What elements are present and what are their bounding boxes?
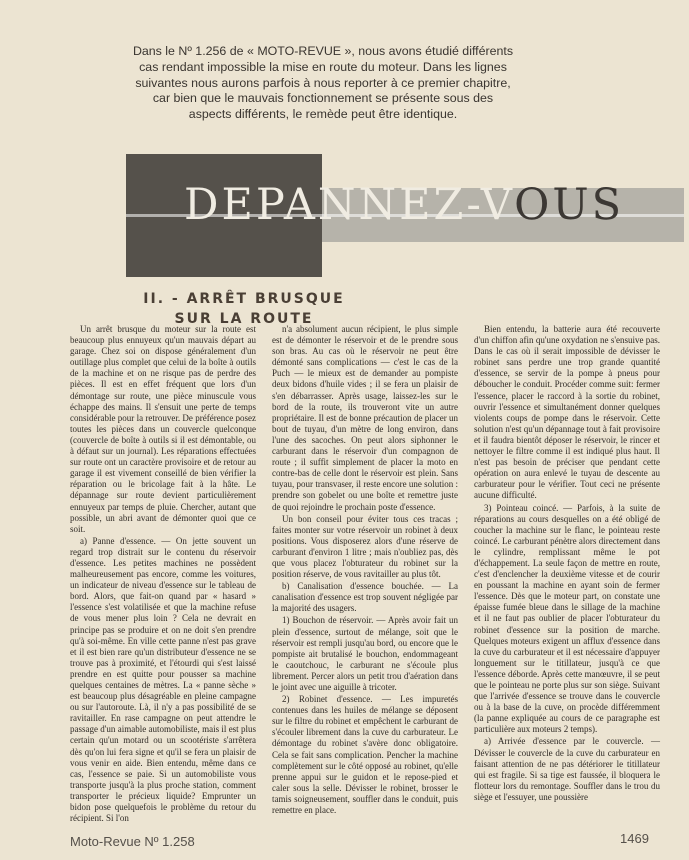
column-3	[474, 324, 660, 812]
title-light-part: DEPANNEZ-V	[184, 180, 515, 230]
section-heading	[134, 289, 354, 329]
paragraph: 1) Bouchon de réservoir. — Après avoir fait un plein d'essence, surtout de mélange, soit que le réservoir est rempli jusqu'au bord, ou encore que le pompiste ait brutalisé le bouchon, endommageant le caoutchouc, le carburant ne s'écoule plus librement. Percer alors un petit trou d'aération dans le joint avec une aiguille à tricoter.	[272, 615, 458, 692]
title-banner	[126, 154, 684, 277]
paragraph: 3) Pointeau coincé. — Parfois, à la suite de réparations au cours desquelles on a été obligé de coucher la machine sur le flanc, le pointeau reste coincé. Le carburant pénètre alors directement dans le cylindre, remplissant même le pot d'échappement. La seule façon de mettre en route, c'est d'enclencher la deuxième vitesse et de courir en poussant la machine en ayant soin de fermer l'essence. Dès que le moteur part, on constate une épaisse fumée bleue dans le sillage de la machine et il ne faut pas oublier de placer l'obturateur du robinet d'essence sur la position de marche. Quelques moteurs exigent un afflux d'essence dans la cuve du carburateur et il est nécessaire d'appuyer longuement sur le titillateur, jusqu'à ce que l'essence déborde. Après cette manœuvre, il se peut que le pointeau ne porte plus sur son siège. Suivant que l'arrivée d'essence se trouve dans le couvercle ou à la base de la cuve, on procède différemment (la panne expliquée au cours de ce paragraphe est particulière aux moteurs 2 temps).	[474, 502, 660, 735]
paragraph: 2) Robinet d'essence. — Les impuretés contenues dans les huiles de mélange se déposent sur le filtre du robinet et empêchent le carburant de s'écouler librement dans la cuve du carburateur. Le démontage du robinet s'avère donc obligatoire. Cela se fait sans complication. Pencher la machine complètement sur le côté opposé au robinet, qu'elle prenne appui sur le guidon et le repose-pied et caler sous la selle. Dévisser le robinet, brosser le tamis soigneusement, souffler dans le conduit, puis remettre en place.	[272, 694, 458, 816]
paragraph: n'a absolument aucun récipient, le plus simple est de démonter le réservoir et de le prendre sous son bras. Au cas où le réservoir ne peut être démonté sans complications — c'est le cas de la Puch — le mieux est de demander au pompiste deux bidons d'huile vides ; il se fera un plaisir de s'en débarrasser. Après usage, laissez-les sur le bord de la route, ils trouveront vite un autre propriétaire. Il est de bonne précaution de placer un bout de tuyau, d'un mètre de long environ, dans l'une des sacoches. On peut alors siphonner le carburant dans le réservoir d'un compagnon de route ; il suffit simplement de placer la moto en contre-bas de celle dont le réservoir est plein. Sans tuyau, pour transvaser, il reste encore une solution : prendre son gobelet ou une boîte et remettre juste de quoi rejoindre le prochain poste d'essence.	[272, 324, 458, 512]
article-body	[70, 324, 660, 824]
section-heading-line-1: II. - ARRÊT BRUSQUE	[143, 291, 345, 307]
paragraph: Un arrêt brusque du moteur sur la route est beaucoup plus ennuyeux qu'un mauvais départ au garage. Chez soi on dispose généralement d'un outillage plus complet que celui de la boîte à outils de la machine et on ne risque pas de perdre des pièces. Il est en effet fréquent que lors d'un démontage sur route, une pièce minuscule vous échappe des mains. Il s'ensuit une perte de temps considérable pour la retrouver. De préférence posez toutes les pièces dans un couvercle quelconque (couvercle de boîte à outils si il est démontable, ou à défaut sur un journal). Les réparations effectuées sur route ont un caractère provisoire et de retour au garage il est vivement conseillé de bien vérifier la réparation ou le bricolage fait à la hâte. Le dépannage sur route devient particulièrement ennuyeux par temps de pluie. Chercher, autant que possible, un abri avant de démonter quoi que ce soit.	[70, 324, 256, 534]
article-title	[184, 180, 684, 230]
paragraph: b) Canalisation d'essence bouchée. — La canalisation d'essence est trop souvent négligée par la majorité des usagers.	[272, 581, 458, 614]
column-2	[272, 324, 458, 816]
magazine-issue: Moto-Revue Nº 1.258	[70, 834, 195, 849]
page-number: 1469	[620, 831, 649, 846]
intro-paragraph: Dans le Nº 1.256 de « MOTO-REVUE », nous avons étudié différents cas rendant impossible la mise en route du moteur. Dans les lignes suivantes nous aurons parfois à nous reporter à ce premier chapitre, car bien que le mauvais fonctionnement se présente sous des aspects différents, le remède peut être identique.	[132, 44, 514, 122]
paragraph: Bien entendu, la batterie aura été recouverte d'un chiffon afin qu'une oxydation ne s'ensuive pas. Dans le cas où il serait impossible de dévisser le robinet sans perdre une trop grande quantité d'essence, se servir de la pompe à pneus pour déboucher le conduit. Procéder comme suit: fermer l'essence, placer le raccord à la sortie du robinet, ouvrir l'essence et simultanément donner quelques violents coups de pompe dans le réservoir. Cette solution n'est qu'un dépannage tout à fait provisoire et il faudra bientôt déposer le réservoir, le rincer et nettoyer le filtre comme il est indiqué plus haut. Il n'est pas besoin de préciser que pendant cette opération on aura enlevé le tuyau de descente au carburateur pour le vérifier. Tout ceci ne présente aucune difficulté.	[474, 324, 660, 501]
section-heading-line-2: SUR LA ROUTE	[174, 311, 314, 327]
paragraph: Un bon conseil pour éviter tous ces tracas ; faites monter sur votre réservoir un robinet à deux positions. Vous disposerez alors d'une réserve de carburant d'environ 1 litre ; mais n'oubliez pas, dès que vous placez l'obturateur du robinet sur la position réserve, de vous ravitailler au plus tôt.	[272, 513, 458, 580]
paragraph: a) Panne d'essence. — On jette souvent un regard trop distrait sur le contenu du réservoir d'essence. Les petites machines ne possèdent malheureusement pas encore, comme les voitures, un indicateur de niveau d'essence sur le tableau de bord. Alors, que fait-on quand par « hasard » l'essence s'est volatilisée et que la machine refuse de vous mener plus loin ? Cela ne devrait en principe pas se produire et on ne doit s'en prendre qu'à soi-même. En ville cette panne n'est pas grave et il est bien rare qu'un distributeur d'essence ne se trouve pas à proximité, et l'étourdi qui s'est laissé prendre en est quitte pour pousser sa machine quelques centaines de mètres. La « panne sèche » est beaucoup plus désagréable en pleine campagne ou sur l'autoroute. Là, il n'y a pas possibilité de se ravitailler. En rase campagne on peut attendre le passage d'un aimable automobiliste, mais il est plus certain qu'un motard ou un scootériste s'arrêtera dès qu'on lui fera signe et qu'il se fera un plaisir de vous venir en aide. Bien entendu, même dans ce cas, l'essence se paie. Si un automobiliste vous transporte jusqu'à la plus proche station, comment transporter le précieux liquide? Emprunter un bidon pose quelquefois le problème du retour du récipient. Si l'on	[70, 535, 256, 824]
title-dark-part: OUS	[514, 180, 625, 230]
paragraph: a) Arrivée d'essence par le couvercle. — Dévisser le couvercle de la cuve du carburateur en faisant attention de ne pas détériorer le titillateur qui est fragile. Si sa tige est faussée, il bloquera le flotteur lors du remontage. Souffler dans le trou du siège et l'essuyer, une poussière	[474, 736, 660, 802]
column-1	[70, 324, 256, 824]
